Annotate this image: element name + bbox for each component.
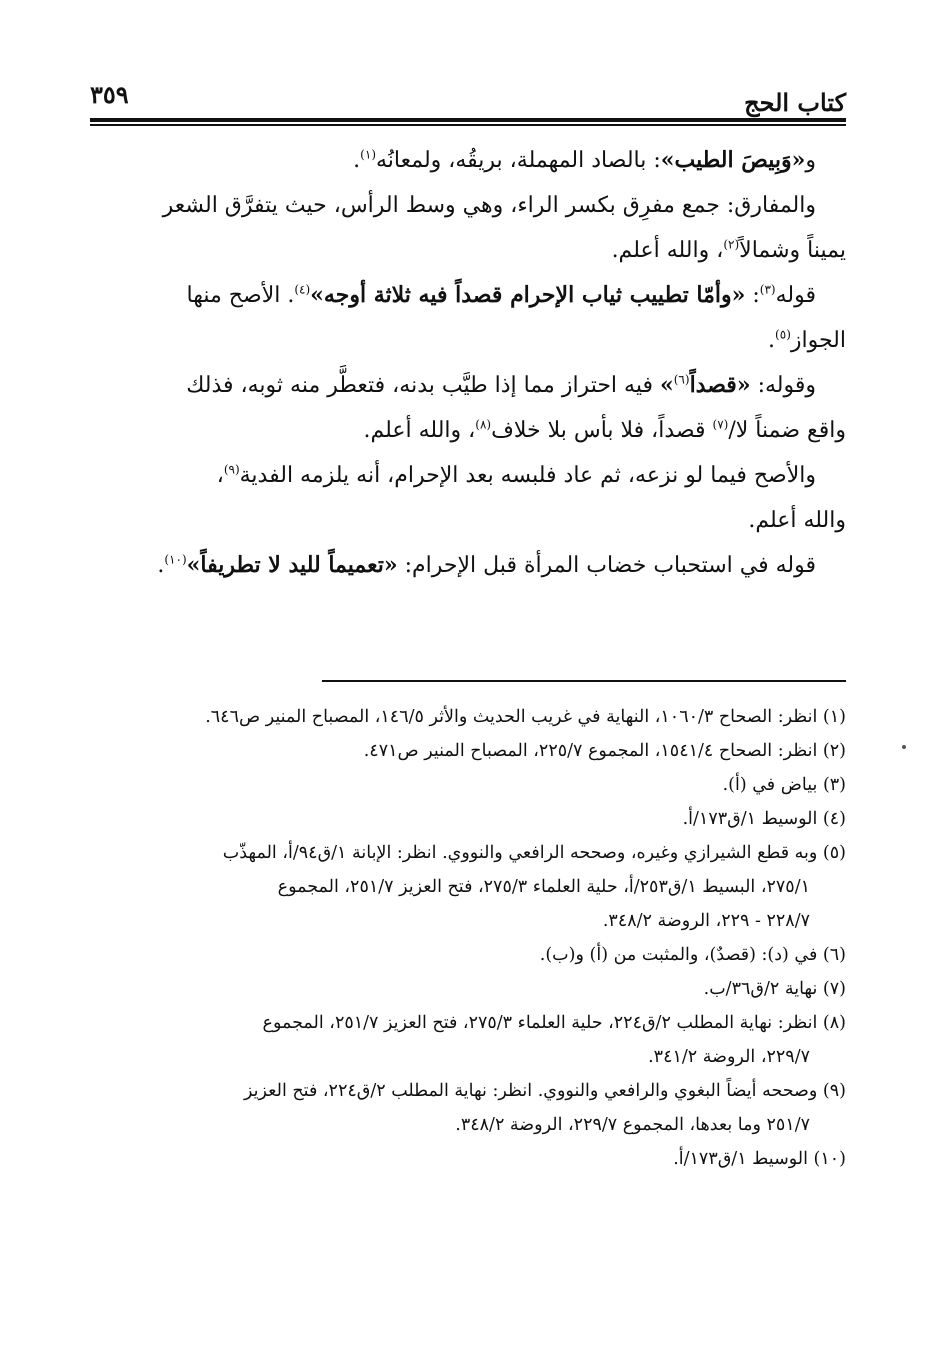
footnote-4: (٤) الوسيط ١/ق١٧٣/أ.: [682, 809, 846, 829]
text-run: .: [353, 148, 361, 173]
paragraph-4: [90, 363, 846, 453]
text-run: قوله: [775, 283, 816, 308]
footnote-ref: (٦): [673, 372, 690, 387]
footnote-ref: (٨): [475, 417, 492, 432]
text-run: الجواز: [790, 328, 846, 353]
footnote-5-cont: ٢٢٨/٧ - ٢٢٩، الروضة ٣٤٨/٢.: [602, 911, 810, 931]
main-text: [90, 138, 846, 588]
book-title: كتاب الحج: [744, 88, 846, 117]
footnote-8-cont: ٢٢٩/٧، الروضة ٣٤١/٢.: [648, 1047, 810, 1067]
footnote-3: (٣) بياض في (أ).: [722, 775, 846, 795]
paragraph-6: [90, 543, 846, 588]
paragraph-5: [90, 453, 846, 543]
text-run: قصداً، فلا بأس بلا خلاف: [491, 418, 713, 443]
footnote-9: (٩) وصححه أيضاً البغوي والرافعي والنووي. انظر: نهاية المطلب ٢/ق٢٢٤، فتح العزيز: [244, 1081, 846, 1101]
footnote-10: (١٠) الوسيط ١/ق١٧٣/أ.: [673, 1149, 846, 1169]
text-run: ، والله أعلم.: [611, 238, 724, 263]
text-run: و: [805, 148, 816, 173]
header-rule-thin: [90, 124, 846, 126]
footnote-separator: [322, 680, 846, 682]
text-line: والمفارق: جمع مفرِق بكسر الراء، وهي وسط الرأس، حيث يتفرَّق الشعر: [162, 193, 816, 218]
paragraph-2: [90, 183, 846, 273]
footnote-6: (٦) في (د): (قصدٌ)، والمثبت من (أ) و(ب).: [539, 945, 846, 965]
text-run: . الأصح منها: [186, 283, 295, 308]
quoted-term: «وَبِيصَ الطيب»: [660, 147, 806, 173]
footnote-8: (٨) انظر: نهاية المطلب ٢/ق٢٢٤، حلية العلماء ٢٧٥/٣، فتح العزيز ٢٥١/٧، المجموع: [262, 1013, 846, 1033]
text-line: [90, 273, 846, 318]
footnote-ref: (٢): [723, 237, 740, 252]
footnotes: [90, 700, 846, 1176]
text-run: والأصح فيما لو نزعه، ثم عاد فلبسه بعد الإحرام، أنه يلزمه الفدية: [239, 463, 816, 488]
footnote-ref: (٧): [712, 417, 729, 432]
footnote-1: (١) انظر: الصحاح ١٠٦٠/٣، النهاية في غريب الحديث والأثر ١٤٦/٥، المصباح المنير ص٦٤٦.: [205, 707, 846, 727]
footnote-7: (٧) نهاية ٢/ق٣٦/ب.: [703, 979, 846, 999]
footnote-ref: (٥): [775, 327, 791, 342]
text-run: .: [768, 328, 776, 353]
text-run: ،: [216, 463, 224, 488]
header-rule-thick: [90, 118, 846, 122]
quoted-term: »: [659, 372, 674, 398]
quoted-term: «وأمّا تطييب ثياب الإحرام قصداً فيه ثلاثة أوجه»: [310, 282, 746, 308]
text-run: قوله في استحباب خضاب المرأة قبل الإحرام:: [397, 553, 816, 578]
footnote-2: (٢) انظر: الصحاح ١٥٤١/٤، المجموع ٢٢٥/٧، المصباح المنير ص٤٧١.: [363, 741, 846, 761]
paragraph-1: [90, 138, 846, 183]
footnote-ref: (٤): [294, 282, 311, 297]
text-run: يميناً وشمالاً: [739, 238, 846, 263]
text-run: واقع ضمناً لا/: [728, 418, 846, 443]
text-run: وقوله:: [750, 373, 816, 398]
text-line: [90, 363, 846, 408]
footnote-ref: (١): [360, 147, 376, 162]
text-run: .: [157, 553, 165, 578]
page-number: ٣٥٩: [90, 80, 129, 109]
footnote-ref: (٩): [223, 462, 240, 477]
paragraph-3: [90, 273, 846, 363]
scan-speck: [902, 745, 906, 749]
footnote-5: (٥) وبه قطع الشيرازي وغيره، وصححه الرافعي والنووي. انظر: الإبانة ١/ق٩٤/أ، المهذّب: [222, 843, 846, 863]
quoted-term: «قصداً: [689, 372, 751, 398]
text-run: ، والله أعلم.: [363, 418, 476, 443]
footnote-9-cont: ٢٥١/٧ وما بعدها، المجموع ٢٢٩/٧، الروضة ٣٤٨/٢.: [455, 1115, 810, 1135]
page-header: [90, 80, 846, 120]
text-line: [90, 453, 846, 498]
quoted-term: «تعميماً لليد لا تطريفاً»: [186, 552, 398, 578]
footnote-ref: (٣): [759, 282, 776, 297]
footnote-5-cont: ٢٧٥/١، البسيط ١/ق٢٥٣/أ، حلية العلماء ٢٧٥/٣، فتح العزيز ٢٥١/٧، المجموع: [277, 877, 810, 897]
text-run: :: [745, 283, 760, 308]
footnote-ref: (١٠): [164, 552, 187, 567]
text-run: فيه احتراز مما إذا طيَّب بدنه، فتعطَّر منه ثوبه، فذلك: [186, 373, 660, 398]
text-run: : بالصاد المهملة، بريقُه، ولمعانُه: [376, 148, 661, 173]
text-run: والله أعلم.: [748, 508, 846, 533]
